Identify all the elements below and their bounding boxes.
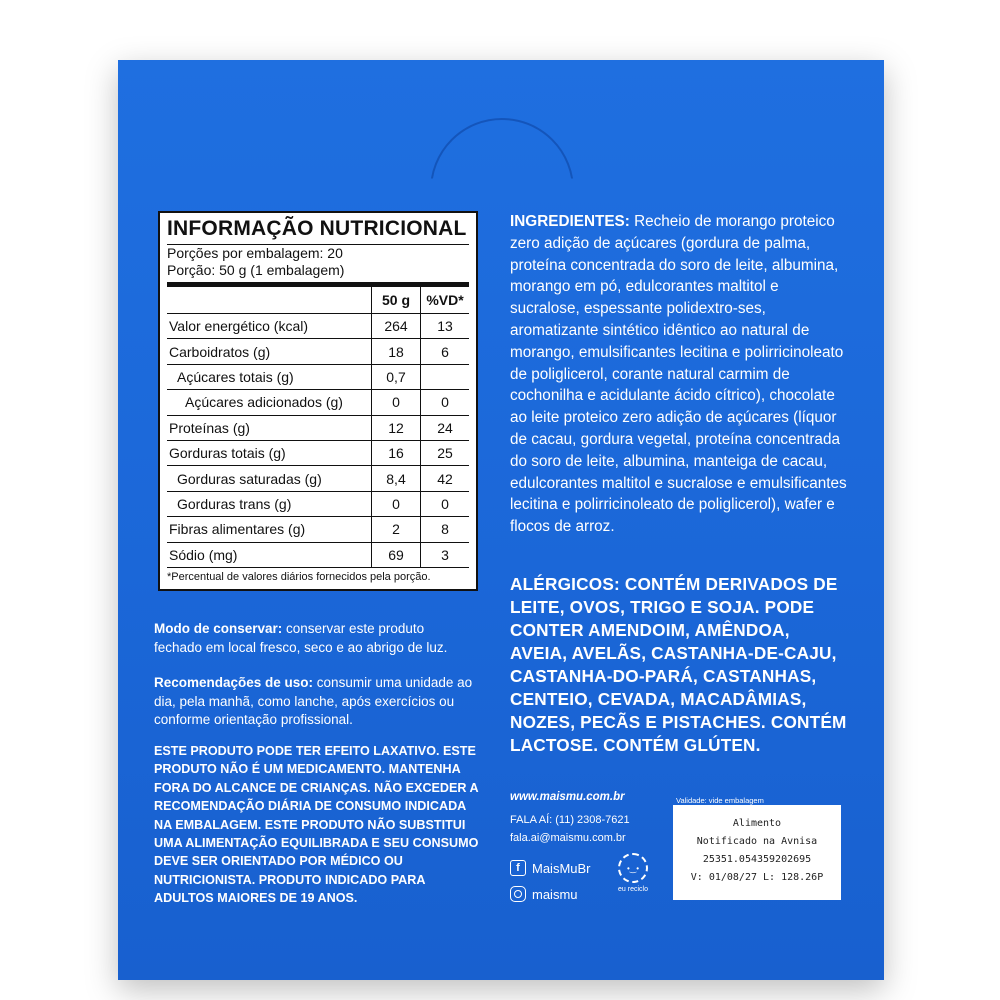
nutrient-label: Proteínas (g) bbox=[167, 415, 372, 440]
nutrient-dv: 0 bbox=[421, 491, 470, 516]
col-amount-header: 50 g bbox=[372, 287, 421, 314]
email-address: fala.ai@maismu.com.br bbox=[510, 832, 626, 844]
table-row bbox=[167, 440, 469, 465]
ingredients-text: Recheio de morango proteico zero adição de açúcares (gordura de palma, proteína concentrada do soro de leite, albumina, morango em pó, edulcorantes maltitol e sucralose, espessante polidextro-ses, aromatizante sintético idêntico ao natural de morango, emulsificantes lecitina e polirricinoleato de poliglicerol, corante natural carmim de cochonilha e acidulante ácido cítrico), chocolate ao leite proteico zero adição de açúcares (líquor de cacau, gordura vegetal, proteína concentrada do soro de leite, albumina, manteiga de cacau, edulcorantes maltitol e sucralose e emulsificantes lecitina e polirricinoleato de poliglicerol), wafer e flocos de arroz. bbox=[510, 213, 847, 536]
instagram-handle: maismu bbox=[532, 886, 578, 902]
nutrient-dv: 3 bbox=[421, 542, 470, 567]
instagram-link[interactable] bbox=[510, 881, 591, 907]
nutrient-amount: 18 bbox=[372, 339, 421, 364]
nutrient-amount: 264 bbox=[372, 314, 421, 339]
social-links bbox=[510, 855, 591, 907]
table-row bbox=[167, 466, 469, 491]
nutrient-dv: 42 bbox=[421, 466, 470, 491]
nutrient-dv: 8 bbox=[421, 517, 470, 542]
website-link[interactable]: www.maismu.com.br bbox=[510, 791, 625, 803]
storage-text: conservar este produto fechado em local fresco, seco e ao abrigo de luz. bbox=[154, 621, 448, 655]
serving-size: Porção: 50 g (1 embalagem) bbox=[167, 262, 345, 278]
usage-recommendations bbox=[154, 674, 494, 730]
storage-label: Modo de conservar: bbox=[154, 621, 283, 636]
nutrient-amount: 16 bbox=[372, 440, 421, 465]
usage-text: consumir uma unidade ao dia, pela manhã, como lanche, após exercícios ou conforme orientação profissional. bbox=[154, 675, 473, 727]
servings-per-package: Porções por embalagem: 20 bbox=[167, 245, 343, 261]
table-row bbox=[167, 314, 469, 339]
nutrient-label: Carboidratos (g) bbox=[167, 339, 372, 364]
table-row bbox=[167, 339, 469, 364]
nutrient-dv bbox=[421, 364, 470, 389]
nutrient-label: Gorduras trans (g) bbox=[167, 491, 372, 516]
nutrient-amount: 69 bbox=[372, 542, 421, 567]
ingredients-label: INGREDIENTES: bbox=[510, 213, 630, 230]
table-row bbox=[167, 542, 469, 567]
recycle-icon: •‿• bbox=[618, 853, 648, 883]
nutrition-rows bbox=[167, 287, 469, 568]
table-row bbox=[167, 491, 469, 516]
table-row bbox=[167, 364, 469, 389]
nutrient-label: Valor energético (kcal) bbox=[167, 314, 372, 339]
instagram-icon bbox=[510, 886, 526, 902]
allergens-text: ALÉRGICOS: CONTÉM DERIVADOS DE LEITE, OVOS, TRIGO E SOJA. PODE CONTER AMENDOIM, AMÊNDOA, AVEIA, AVELÃS, CASTANHA-DE-CAJU, CASTANHA-DO-PARÁ, CASTANHAS, CENTEIO, CEVADA, MACADÂMIAS, NOZES, PECÃS E PISTACHES. CONTÉM LACTOSE. CONTÉM GLÚTEN. bbox=[510, 574, 847, 755]
table-row bbox=[167, 517, 469, 542]
sticker-line: Alimento bbox=[732, 818, 782, 829]
nutrient-amount: 8,4 bbox=[372, 466, 421, 491]
facebook-handle: MaisMuBr bbox=[532, 860, 591, 876]
nutrient-dv: 0 bbox=[421, 390, 470, 415]
phone-number: FALA AÍ: (11) 2308-7621 bbox=[510, 814, 630, 826]
package-back bbox=[118, 60, 884, 980]
nutrient-label: Açúcares totais (g) bbox=[167, 364, 372, 389]
lot-sticker bbox=[673, 805, 841, 900]
nutrition-header-row bbox=[167, 287, 469, 314]
nutrient-label: Fibras alimentares (g) bbox=[167, 517, 372, 542]
nutrient-dv: 24 bbox=[421, 415, 470, 440]
nutrient-dv: 13 bbox=[421, 314, 470, 339]
facebook-link[interactable] bbox=[510, 855, 591, 881]
nutrient-label: Açúcares adicionados (g) bbox=[167, 390, 372, 415]
recycle-label: eu reciclo bbox=[618, 886, 648, 893]
nutrient-dv: 6 bbox=[421, 339, 470, 364]
sticker-line: Notificado na Avnisa bbox=[696, 836, 818, 847]
nutrition-facts-table bbox=[158, 211, 478, 591]
nutrient-amount: 2 bbox=[372, 517, 421, 542]
table-row bbox=[167, 390, 469, 415]
col-dv-header: %VD* bbox=[421, 287, 470, 314]
nutrient-label: Gorduras totais (g) bbox=[167, 440, 372, 465]
nutrient-dv: 25 bbox=[421, 440, 470, 465]
nutrient-amount: 12 bbox=[372, 415, 421, 440]
warning-text: ESTE PRODUTO PODE TER EFEITO LAXATIVO. ESTE PRODUTO NÃO É UM MEDICAMENTO. MANTENHA FORA DO ALCANCE DE CRIANÇAS. NÃO EXCEDER A RECOMENDAÇÃO DIÁRIA DE CONSUMO INDICADA NA EMBALAGEM. ESTE PRODUTO NÃO SUBSTITUI UMA ALIMENTAÇÃO EQUILIBRADA E SEU CONSUMO DEVE SER ORIENTADO POR MÉDICO OU NUTRICIONISTA. PRODUTO INDICADO PARA ADULTOS MAIORES DE 19 ANOS. bbox=[154, 744, 479, 906]
nutrition-footnote: *Percentual de valores diários fornecidos pela porção. bbox=[167, 570, 431, 583]
nutrient-amount: 0 bbox=[372, 390, 421, 415]
usage-label: Recomendações de uso: bbox=[154, 675, 314, 690]
validity-label: Validade: vide embalagem bbox=[676, 796, 764, 805]
storage-instructions bbox=[154, 620, 474, 657]
nutrition-title: INFORMAÇÃO NUTRICIONAL bbox=[167, 217, 469, 245]
nutrient-label: Gorduras saturadas (g) bbox=[167, 466, 372, 491]
sticker-line: V: 01/08/27 L: 128.26P bbox=[690, 872, 824, 883]
nutrient-amount: 0,7 bbox=[372, 364, 421, 389]
recycle-badge bbox=[616, 853, 650, 893]
table-row bbox=[167, 415, 469, 440]
contact-info bbox=[510, 811, 630, 847]
sticker-line: 25351.054359202695 bbox=[702, 854, 812, 865]
ingredients bbox=[510, 211, 848, 538]
nutrient-amount: 0 bbox=[372, 491, 421, 516]
nutrient-label: Sódio (mg) bbox=[167, 542, 372, 567]
facebook-icon: f bbox=[510, 860, 526, 876]
